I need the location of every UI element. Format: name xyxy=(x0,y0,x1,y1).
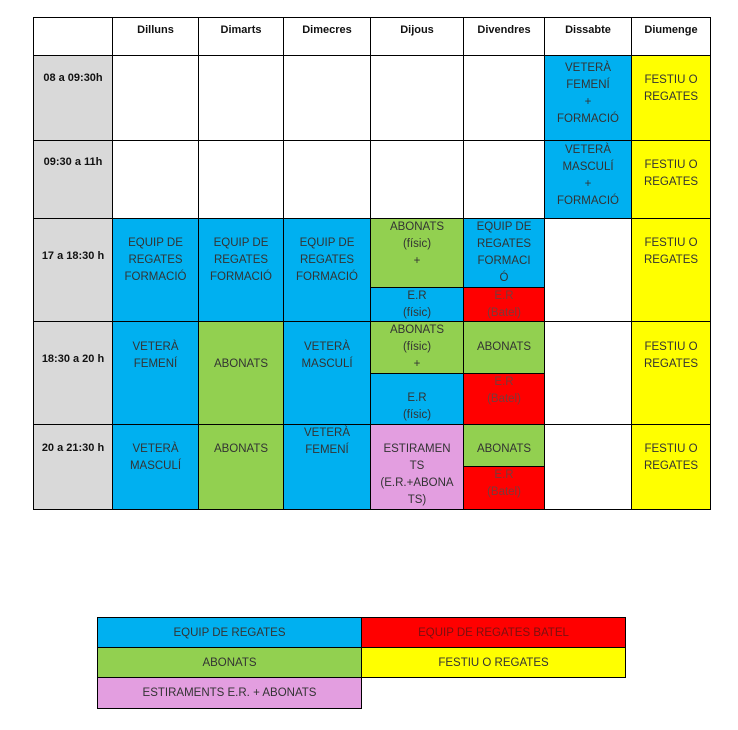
slot-line: + xyxy=(584,178,592,190)
header-day-label: Dimecres xyxy=(302,24,352,36)
slot-line: (físic) xyxy=(402,409,432,421)
slot-line: FORMACIÓ xyxy=(557,113,619,125)
slot-line: E.R xyxy=(407,289,427,302)
slot-empty xyxy=(370,140,464,219)
slot-empty xyxy=(112,55,199,141)
slot-empty xyxy=(283,140,371,219)
slot-line: ABONATS xyxy=(389,221,445,233)
slot-line: ABONATS xyxy=(476,443,532,455)
slot-line: EQUIP DE xyxy=(213,237,269,249)
slot-line: VETERÀ xyxy=(303,427,350,439)
header-day-dimecres xyxy=(283,17,371,56)
slot-diumenge-3 xyxy=(631,218,711,322)
time-label: 20 a 21:30 h xyxy=(41,441,105,454)
legend-equip-regates-batel xyxy=(361,617,626,648)
slot-line: (físic) xyxy=(402,306,432,319)
slot-line: E.R xyxy=(494,469,514,481)
slot-dijous-3-top xyxy=(370,218,464,288)
slot-line: FORMACIÓ xyxy=(124,271,187,283)
slot-line: FEMENÍ xyxy=(133,358,178,370)
slot-empty xyxy=(544,321,632,425)
time-slot-2 xyxy=(33,140,113,219)
slot-dijous-3-bottom xyxy=(370,287,464,322)
slot-dijous-4-top xyxy=(370,321,464,374)
header-day-label: Dilluns xyxy=(137,24,174,36)
slot-empty xyxy=(544,424,632,510)
header-day-label: Dijous xyxy=(400,24,434,36)
slot-dilluns-5 xyxy=(112,424,199,510)
header-day-diumenge xyxy=(631,17,711,56)
slot-line: VETERÀ xyxy=(564,62,611,74)
slot-dimarts-4 xyxy=(198,321,284,425)
header-day-dissabte xyxy=(544,17,632,56)
time-label: 18:30 a 20 h xyxy=(41,352,105,365)
slot-line: (E.R.+ABONA xyxy=(380,477,454,489)
legend-label: FESTIU O REGATES xyxy=(438,656,549,669)
slot-line: FORMACI xyxy=(477,255,531,267)
slot-dilluns-3 xyxy=(112,218,199,322)
slot-line: Ó xyxy=(499,272,509,284)
slot-line: + xyxy=(413,358,421,370)
slot-divendres-3-bottom xyxy=(463,287,545,322)
slot-line: MASCULÍ xyxy=(301,358,353,370)
slot-line: ABONATS xyxy=(389,324,445,336)
time-label: 17 a 18:30 h xyxy=(41,249,105,262)
slot-empty xyxy=(112,140,199,219)
slot-diumenge-4 xyxy=(631,321,711,425)
slot-empty xyxy=(463,140,545,219)
slot-line: MASCULÍ xyxy=(129,460,182,472)
slot-line: ESTIRAMEN xyxy=(383,443,451,455)
slot-line: FESTIU O xyxy=(644,443,698,455)
slot-line: REGATES xyxy=(476,238,532,250)
time-slot-1 xyxy=(33,55,113,141)
slot-line: E.R xyxy=(407,392,427,404)
slot-divendres-3-top xyxy=(463,218,545,288)
slot-empty xyxy=(198,140,284,219)
slot-line: ABONATS xyxy=(213,358,269,370)
slot-line: REGATES xyxy=(299,254,355,266)
legend-label: EQUIP DE REGATES BATEL xyxy=(418,626,569,639)
slot-line: FESTIU O xyxy=(644,74,698,86)
slot-empty xyxy=(463,55,545,141)
slot-dimarts-5 xyxy=(198,424,284,510)
slot-diumenge-1 xyxy=(631,55,711,141)
slot-line: FESTIU O xyxy=(644,159,698,171)
slot-line: REGATES xyxy=(643,460,699,472)
legend-equip-regates xyxy=(97,617,362,648)
slot-line: REGATES xyxy=(128,254,183,266)
header-day-label: Diumenge xyxy=(644,24,698,36)
time-label: 09:30 a 11h xyxy=(43,156,103,168)
slot-line: ABONATS xyxy=(213,443,269,455)
slot-dimarts-3 xyxy=(198,218,284,322)
legend-label: EQUIP DE REGATES xyxy=(173,626,286,639)
header-day-label: Dimarts xyxy=(220,24,262,36)
slot-line: REGATES xyxy=(213,254,269,266)
legend-label: ESTIRAMENTS E.R. + ABONATS xyxy=(142,687,317,699)
slot-divendres-5-bottom xyxy=(463,466,545,510)
legend-abonats xyxy=(97,647,362,678)
slot-dimecres-4 xyxy=(283,321,371,425)
slot-line: + xyxy=(584,96,592,108)
slot-line: E.R xyxy=(494,376,514,388)
slot-line: REGATES xyxy=(643,254,699,266)
slot-line: VETERÀ xyxy=(303,341,350,353)
slot-dissabte-2 xyxy=(544,140,632,219)
slot-diumenge-5 xyxy=(631,424,711,510)
slot-line: (físic) xyxy=(402,341,432,353)
slot-line: FORMACIÓ xyxy=(557,195,619,207)
slot-empty xyxy=(370,55,464,141)
slot-line: (Batel) xyxy=(487,306,521,319)
slot-line: FEMENÍ xyxy=(305,444,349,456)
header-day-label: Divendres xyxy=(477,24,531,36)
slot-line: REGATES xyxy=(643,91,699,103)
slot-line: FORMACIÓ xyxy=(296,271,358,283)
slot-divendres-5-top xyxy=(463,424,545,467)
slot-line: FORMACIÓ xyxy=(210,271,272,283)
time-slot-5 xyxy=(33,424,113,510)
slot-line: FEMENÍ xyxy=(566,79,610,91)
slot-line: + xyxy=(413,255,421,267)
slot-empty xyxy=(283,55,371,141)
time-label: 08 a 09:30h xyxy=(43,71,103,84)
header-day-dimarts xyxy=(198,17,284,56)
slot-divendres-4-top xyxy=(463,321,545,374)
legend-festiu-regates xyxy=(361,647,626,678)
slot-line: (Batel) xyxy=(487,486,521,498)
slot-line: MASCULÍ xyxy=(562,161,614,173)
header-day-label: Dissabte xyxy=(565,24,611,36)
slot-empty xyxy=(198,55,284,141)
header-day-divendres xyxy=(463,17,545,56)
slot-line: (Batel) xyxy=(487,393,521,405)
slot-line: TS) xyxy=(407,494,427,506)
slot-line: EQUIP DE xyxy=(476,221,532,233)
slot-line: (físic) xyxy=(402,238,432,250)
slot-empty xyxy=(544,218,632,322)
slot-line: EQUIP DE xyxy=(128,237,183,249)
slot-line: EQUIP DE xyxy=(299,237,355,249)
slot-line: TS xyxy=(409,460,425,472)
slot-line: REGATES xyxy=(643,358,699,370)
slot-line: FESTIU O xyxy=(644,237,698,249)
slot-diumenge-2 xyxy=(631,140,711,219)
slot-dijous-5 xyxy=(370,424,464,510)
slot-line: VETERÀ xyxy=(564,144,611,156)
slot-line: ABONATS xyxy=(476,341,532,353)
slot-dimecres-3 xyxy=(283,218,371,322)
slot-line: E.R xyxy=(494,289,514,302)
slot-dilluns-4 xyxy=(112,321,199,425)
legend-label: ABONATS xyxy=(202,656,257,669)
time-slot-4 xyxy=(33,321,113,425)
slot-line: FESTIU O xyxy=(644,341,698,353)
slot-line: VETERÀ xyxy=(132,341,179,353)
slot-dissabte-1 xyxy=(544,55,632,141)
time-slot-3 xyxy=(33,218,113,322)
header-day-dilluns xyxy=(112,17,199,56)
slot-line: REGATES xyxy=(643,176,699,188)
slot-line: VETERÀ xyxy=(132,443,179,455)
header-corner xyxy=(33,17,113,56)
legend-estiraments xyxy=(97,677,362,709)
slot-divendres-4-bottom xyxy=(463,373,545,425)
slot-dijous-4-bottom xyxy=(370,373,464,425)
header-day-dijous xyxy=(370,17,464,56)
slot-dimecres-5 xyxy=(283,424,371,510)
